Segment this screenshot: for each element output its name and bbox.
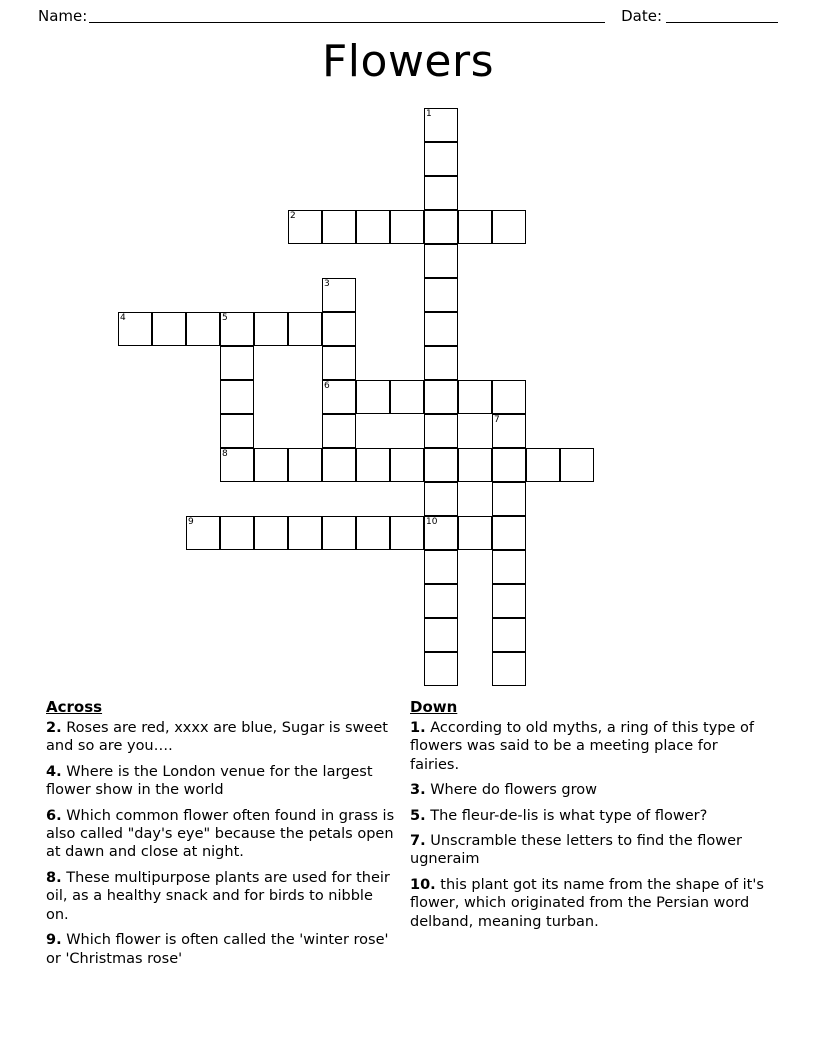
cell-number: 10 xyxy=(426,517,438,527)
crossword-cell[interactable] xyxy=(356,210,390,244)
crossword-cell[interactable] xyxy=(322,380,356,414)
clue-item xyxy=(410,832,768,869)
crossword-cell[interactable] xyxy=(220,448,254,482)
clue-number: 3. xyxy=(410,782,426,799)
crossword-cell[interactable] xyxy=(322,414,356,448)
crossword-cell[interactable] xyxy=(390,380,424,414)
crossword-cell[interactable] xyxy=(424,278,458,312)
crossword-cell[interactable] xyxy=(424,176,458,210)
crossword-cell[interactable] xyxy=(492,584,526,618)
name-input-rule[interactable] xyxy=(89,9,605,23)
crossword-cell[interactable] xyxy=(424,584,458,618)
crossword-cell[interactable] xyxy=(424,652,458,686)
crossword-cell[interactable] xyxy=(424,550,458,584)
clue-number: 6. xyxy=(46,807,62,824)
clue-text: Which flower is often called the 'winter rose' or 'Christmas rose' xyxy=(46,932,389,967)
across-heading: Across xyxy=(46,698,103,716)
crossword-cell[interactable] xyxy=(424,108,458,142)
clue-text: this plant got its name from the shape of it's flower, which originated from the Persian word delband, meaning turban. xyxy=(410,876,764,930)
crossword-cell[interactable] xyxy=(254,312,288,346)
crossword-cell[interactable] xyxy=(356,448,390,482)
crossword-cell[interactable] xyxy=(492,380,526,414)
clue-text: According to old myths, a ring of this type of flowers was said to be a meeting place for fairies. xyxy=(410,720,754,773)
crossword-cell[interactable] xyxy=(322,448,356,482)
crossword-cell[interactable] xyxy=(254,448,288,482)
crossword-cell[interactable] xyxy=(390,448,424,482)
date-input-rule[interactable] xyxy=(666,9,778,23)
crossword-cell[interactable] xyxy=(492,618,526,652)
clue-item xyxy=(46,763,396,800)
crossword-cell[interactable] xyxy=(492,414,526,448)
crossword-cell[interactable] xyxy=(560,448,594,482)
clue-item xyxy=(410,807,768,825)
crossword-cell[interactable] xyxy=(526,448,560,482)
crossword-cell[interactable] xyxy=(492,550,526,584)
crossword-cell[interactable] xyxy=(118,312,152,346)
crossword-cell[interactable] xyxy=(356,380,390,414)
down-heading: Down xyxy=(410,698,458,716)
clue-number: 2. xyxy=(46,720,62,737)
crossword-cell[interactable] xyxy=(220,414,254,448)
clue-text: Where is the London venue for the largest flower show in the world xyxy=(46,763,373,799)
crossword-cell[interactable] xyxy=(424,380,458,414)
clue-item xyxy=(410,781,768,799)
crossword-cell[interactable] xyxy=(492,448,526,482)
crossword-cell[interactable] xyxy=(254,516,288,550)
clue-item xyxy=(46,931,396,968)
crossword-cell[interactable] xyxy=(220,346,254,380)
clue-number: 8. xyxy=(46,869,62,886)
crossword-cell[interactable] xyxy=(492,516,526,550)
crossword-cell[interactable] xyxy=(186,312,220,346)
crossword-cell[interactable] xyxy=(424,482,458,516)
crossword-cell[interactable] xyxy=(424,142,458,176)
cell-number: 4 xyxy=(120,313,126,323)
crossword-grid xyxy=(0,108,816,698)
crossword-cell[interactable] xyxy=(322,312,356,346)
clue-text: Roses are red, xxxx are blue, Sugar is sweet and so are you…. xyxy=(46,720,388,755)
clue-number: 4. xyxy=(46,763,62,780)
clue-item xyxy=(410,876,768,931)
crossword-cell[interactable] xyxy=(322,346,356,380)
crossword-cell[interactable] xyxy=(288,448,322,482)
cell-number: 1 xyxy=(426,109,432,119)
date-label: Date: xyxy=(621,7,662,25)
clue-item xyxy=(410,719,768,774)
clue-text: Which common flower often found in grass is also called "day's eye" because the petals open at dawn and close at night. xyxy=(46,807,395,861)
crossword-cell[interactable] xyxy=(220,516,254,550)
clue-number: 1. xyxy=(410,720,426,737)
cell-number: 5 xyxy=(222,313,228,323)
name-label: Name: xyxy=(38,7,88,25)
cell-number: 8 xyxy=(222,449,228,459)
crossword-cell[interactable] xyxy=(390,516,424,550)
crossword-cell[interactable] xyxy=(424,210,458,244)
crossword-cell[interactable] xyxy=(356,516,390,550)
clue-text: These multipurpose plants are used for their oil, as a healthy snack and for birds to nibble on. xyxy=(46,869,390,923)
clue-item xyxy=(46,719,396,756)
clue-text: The fleur-de-lis is what type of flower? xyxy=(425,807,708,824)
crossword-cell[interactable] xyxy=(322,516,356,550)
crossword-cell[interactable] xyxy=(424,618,458,652)
across-clues-column xyxy=(46,698,396,975)
clue-item xyxy=(46,807,396,862)
crossword-cell[interactable] xyxy=(288,516,322,550)
down-clues-column xyxy=(410,698,768,938)
cell-number: 6 xyxy=(324,381,330,391)
worksheet-header xyxy=(0,0,816,28)
crossword-cell[interactable] xyxy=(322,278,356,312)
clue-text: Where do flowers grow xyxy=(425,782,598,799)
crossword-cell[interactable] xyxy=(288,210,322,244)
crossword-cell[interactable] xyxy=(152,312,186,346)
clues-section xyxy=(0,698,816,998)
crossword-cell[interactable] xyxy=(322,210,356,244)
crossword-cell[interactable] xyxy=(492,482,526,516)
crossword-cell[interactable] xyxy=(186,516,220,550)
crossword-cell[interactable] xyxy=(492,210,526,244)
crossword-cell[interactable] xyxy=(390,210,424,244)
clue-number: 10. xyxy=(410,876,436,893)
clue-number: 7. xyxy=(410,833,426,850)
crossword-cell[interactable] xyxy=(288,312,322,346)
crossword-cell[interactable] xyxy=(424,448,458,482)
crossword-cell[interactable] xyxy=(458,448,492,482)
crossword-cell[interactable] xyxy=(458,210,492,244)
crossword-cell[interactable] xyxy=(458,516,492,550)
crossword-cell[interactable] xyxy=(424,414,458,448)
cell-number: 7 xyxy=(494,415,500,425)
clue-text: Unscramble these letters to find the flower ugneraim xyxy=(410,833,742,868)
crossword-cell[interactable] xyxy=(220,312,254,346)
clue-item xyxy=(46,869,396,924)
crossword-cell[interactable] xyxy=(424,346,458,380)
crossword-cell[interactable] xyxy=(458,380,492,414)
crossword-cell[interactable] xyxy=(424,312,458,346)
crossword-cell[interactable] xyxy=(424,244,458,278)
crossword-cell[interactable] xyxy=(492,652,526,686)
cell-number: 9 xyxy=(188,517,194,527)
page-title: Flowers xyxy=(321,36,495,87)
cell-number: 3 xyxy=(324,279,330,289)
clue-number: 9. xyxy=(46,932,62,949)
crossword-cell[interactable] xyxy=(424,516,458,550)
crossword-cell[interactable] xyxy=(220,380,254,414)
cell-number: 2 xyxy=(290,211,296,221)
clue-number: 5. xyxy=(410,807,426,824)
